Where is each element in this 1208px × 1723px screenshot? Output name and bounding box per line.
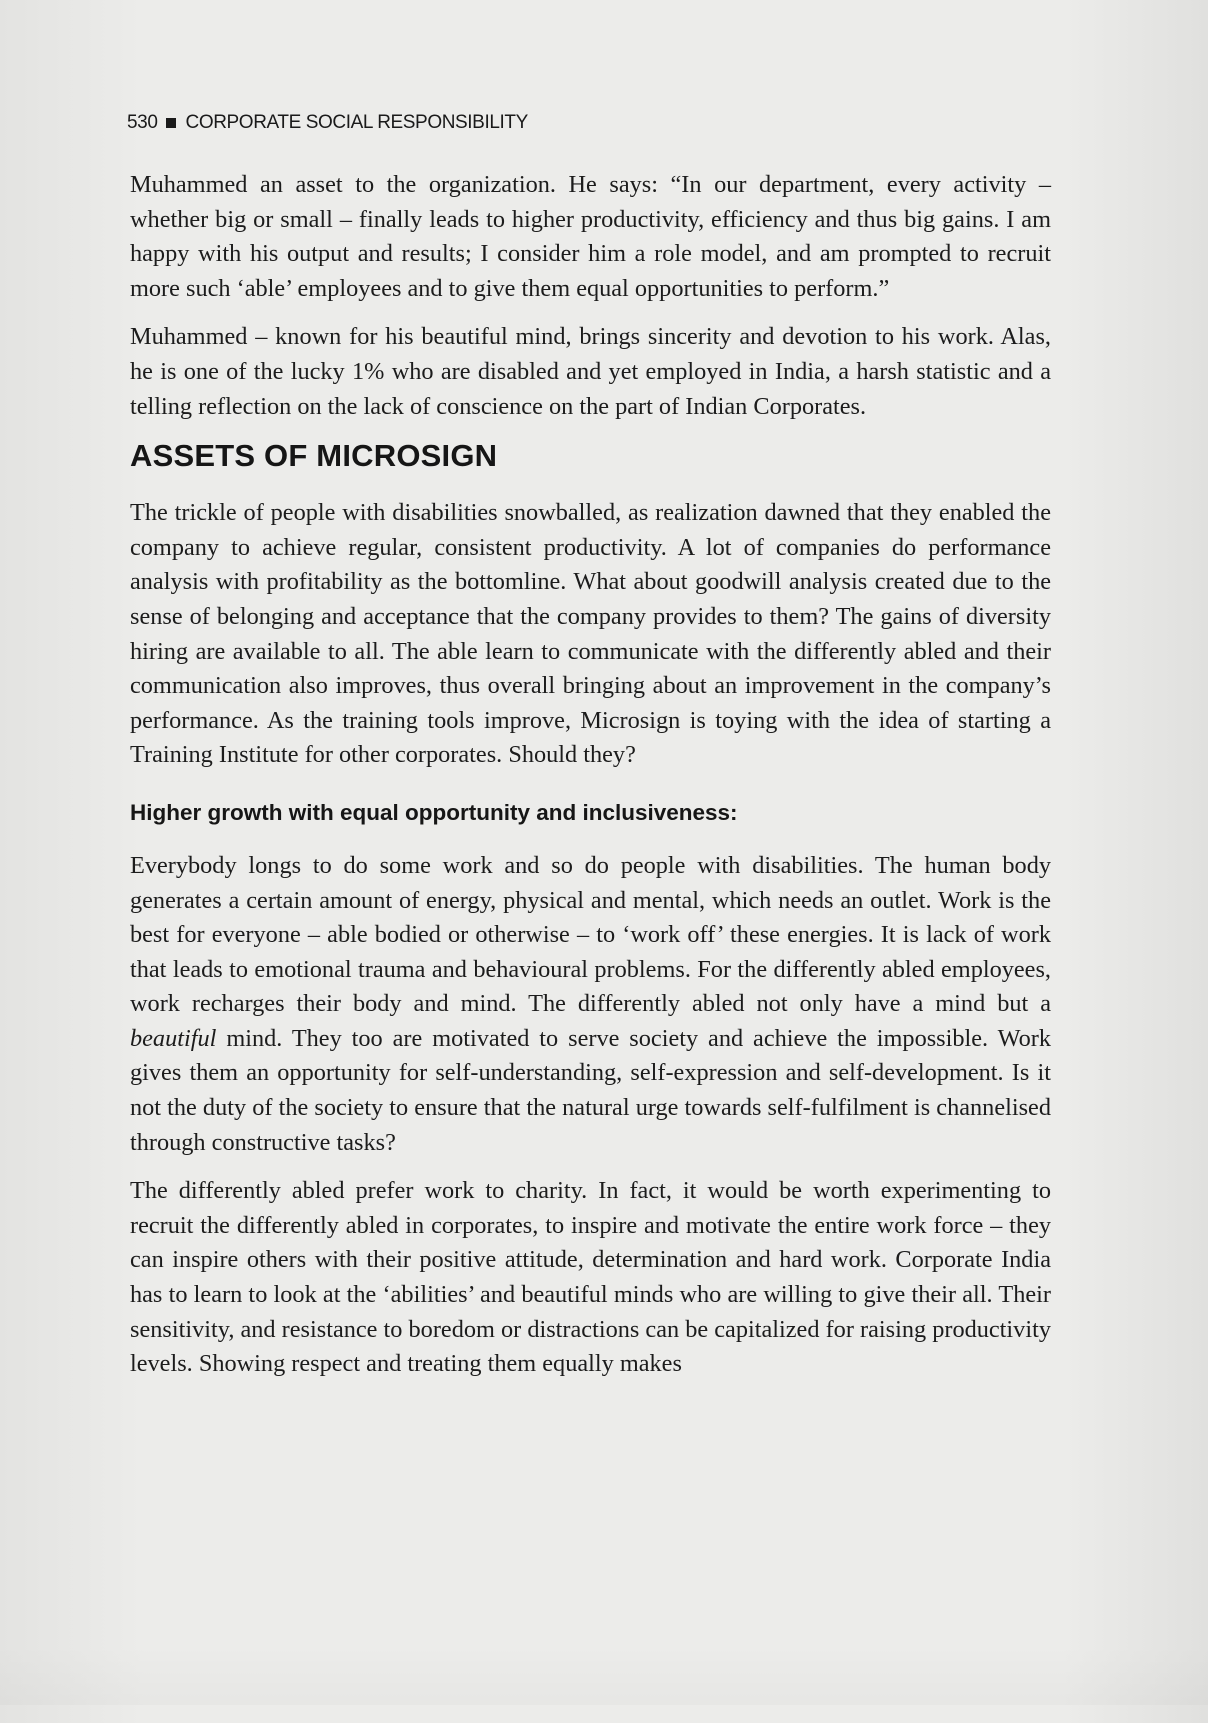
paragraph-muhammed-beautiful-mind: Muhammed – known for his beautiful mind, brings sincerity and devotion to his work. Alas, he is one of the lucky 1% who are disabled and yet employed in India, a harsh statistic and a telling reflection on the lack of conscience on the part of Indian Corporates.	[130, 323, 1051, 420]
paragraph-text-part: Everybody longs to do some work and so do people with disabilities. The human body generates a certain amount of energy, physical and mental, which needs an outlet. Work is the best for everyone – able bodied or otherwise – to ‘work off’ these energies. It is lack of work that leads to emotional trauma and behavioural problems. For the differently abled employees, work recharges their body and mind. The differently abled not only have a mind but a	[130, 851, 1051, 1018]
bleed-through-shadow	[0, 1645, 1208, 1705]
paragraph-trickle: The trickle of people with disabilities snowballed, as realization dawned that they enabled the company to achieve regular, consistent productivity. A lot of companies do performance analysis with profitability as the bottomline. What about goodwill analysis created due to the sense of belonging and acceptance that the company provides to them? The gains of diversity hiring are available to all. The able learn to communicate with the differently abled and their communication also improves, thus overall bringing about an improvement in the company’s performance. As the training tools improve, Microsign is toying with the idea of starting a Training Institute for other corporates. Should they?	[130, 499, 1051, 769]
paragraph-text-part: mind. They too are motivated to serve society and achieve the impossible. Work gives them an opportunity for self-understanding, self-expression and self-development. Is it not the duty of the society to ensure that the natural urge towards self-fulfilment is channelised through constructive tasks?	[130, 1024, 1051, 1156]
page-number: 530	[127, 112, 158, 133]
paragraph-prefer-work: The differently abled prefer work to charity. In fact, it would be worth experimenting to recruit the differently abled in corporates, to inspire and motivate the entire work force – they can inspire others with their positive attitude, determination and hard work. Corporate India has to learn to look at the ‘abilities’ and beautiful minds who are willing to give their all. Their sensitivity, and resistance to boredom or distractions can be capitalized for raising productivity levels. Showing respect and treating them equally makes	[130, 1177, 1051, 1378]
running-header	[127, 112, 528, 134]
section-heading: ASSETS OF MICROSIGN	[130, 438, 498, 474]
paragraph-muhammed-asset: Muhammed an asset to the organization. He says: “In our department, every activity – whether big or small – finally leads to higher productivity, efficiency and thus big gains. I am happy with his output and results; I consider him a role model, and am prompted to recruit more such ‘able’ employees and to give them equal opportunities to perform.”	[130, 171, 1051, 302]
running-title: CORPORATE SOCIAL RESPONSIBILITY	[185, 112, 528, 133]
subsection-heading: Higher growth with equal opportunity and inclusiveness:	[130, 799, 738, 825]
body-text	[130, 168, 1051, 1396]
paragraph-everybody-longs	[130, 849, 1051, 1160]
emphasis-beautiful: beautiful	[130, 1024, 217, 1052]
square-bullet-icon	[166, 118, 176, 128]
